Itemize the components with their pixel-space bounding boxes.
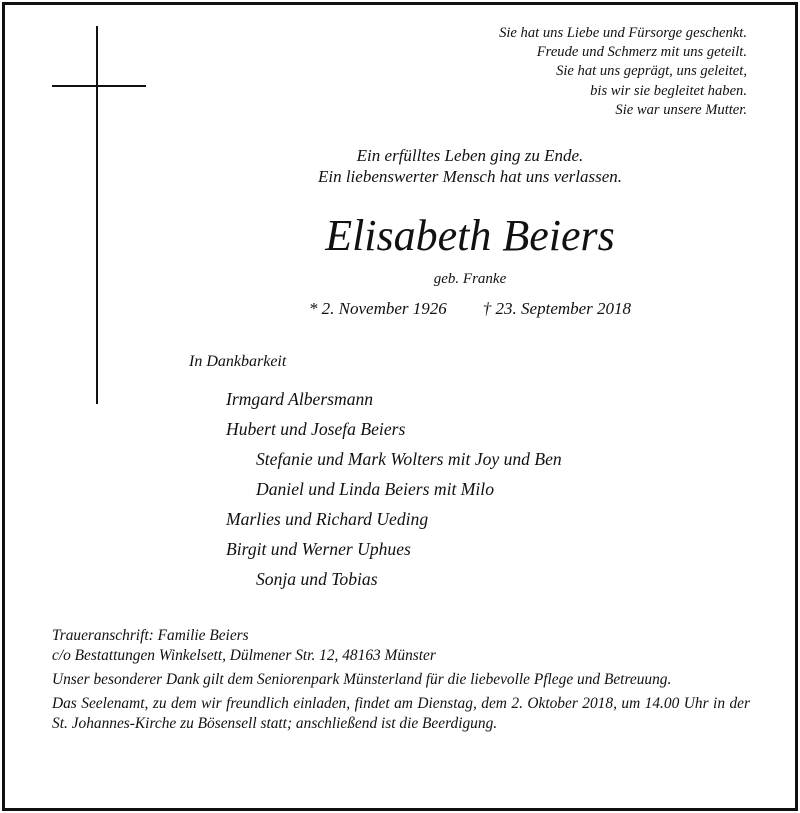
mourning-address-line: Traueranschrift: Familie Beiers [52, 627, 249, 644]
mourner-entry: Sonja und Tobias [256, 569, 378, 589]
cross-horizontal-bar [52, 85, 146, 87]
service-note: Das Seelenamt, zu dem wir freundlich einladen, findet am Dienstag, dem 2. Oktober 2018, um 14.00 Uhr in der St. Johannes-Kirche zu Bösensell statt; anschließend ist die Beerdigung. [52, 695, 750, 732]
footer-notes [52, 626, 750, 734]
birth-date: * 2. November 1926 [308, 299, 447, 318]
mourner-entry: Hubert und Josefa Beiers [226, 419, 406, 439]
poem-line: Sie hat uns geprägt, uns geleitet, [556, 63, 747, 80]
life-dates [0, 298, 800, 320]
deceased-name: Elisabeth Beiers [325, 211, 615, 260]
death-date: † 23. September 2018 [482, 299, 632, 318]
thanks-label: In Dankbarkeit [189, 353, 287, 370]
mourning-address-line: c/o Bestattungen Winkelsett, Dülmener Str. 12, 48163 Münster [52, 647, 436, 664]
intro-text [0, 145, 800, 187]
intro-line: Ein liebenswerter Mensch hat uns verlassen. [317, 167, 623, 186]
mourner-entry: Irmgard Albersmann [226, 389, 374, 409]
birth-name: geb. Franke [433, 271, 507, 287]
poem-line: Freude und Schmerz mit uns geteilt. [536, 44, 747, 61]
poem-line: Sie war unsere Mutter. [615, 101, 747, 118]
mourner-entry: Daniel und Linda Beiers mit Milo [256, 479, 494, 499]
poem-line: bis wir sie begleitet haben. [590, 82, 747, 99]
poem [499, 24, 747, 120]
mourner-entry: Marlies und Richard Ueding [226, 509, 429, 529]
mourner-entry: Stefanie und Mark Wolters mit Joy und Ben [256, 449, 562, 469]
gratitude-note: Unser besonderer Dank gilt dem Seniorenpark Münsterland für die liebevolle Pflege und Betreuung. [52, 671, 672, 688]
mourner-entry: Birgit und Werner Uphues [226, 539, 411, 559]
intro-line: Ein erfülltes Leben ging zu Ende. [356, 146, 584, 165]
poem-line: Sie hat uns Liebe und Fürsorge geschenkt. [499, 25, 747, 41]
mourner-list [226, 384, 562, 594]
